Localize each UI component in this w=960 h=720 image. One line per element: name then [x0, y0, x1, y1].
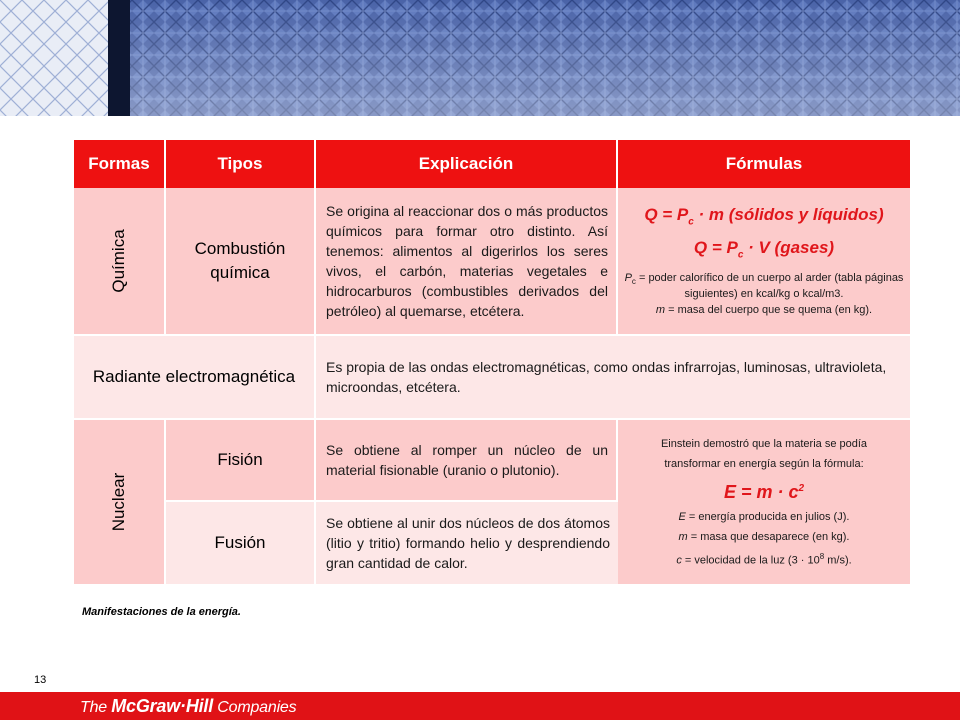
brand-logo — [80, 696, 296, 717]
header-formas: Formas — [74, 140, 166, 188]
table-header-row — [74, 140, 910, 188]
note-velocidad-luz: c = velocidad de la luz ($3 \cdot 10^8$ m/s). — [676, 551, 852, 567]
formula-solidos-liquidos: $Q = P_c \cdot m$ (sólidos y líquidos) — [644, 204, 884, 227]
formula-gases: $Q = P_c \cdot V$ (gases) — [693, 237, 835, 261]
brand-suffix: Companies — [213, 699, 297, 716]
note-masa-cuerpo: m = masa del cuerpo que se quema (en kg). — [655, 304, 873, 317]
cell-forma-nuclear — [74, 420, 166, 586]
forma-nuclear-label: Nuclear — [109, 472, 128, 532]
explicacion-radiante-text: Es propia de las ondas electromagnéticas, como ondas infrarrojas, luminosas, ultravioleta, microondas, etcétera. — [326, 359, 887, 395]
cell-formula-quimica — [618, 188, 910, 336]
header-explicacion: Explicación — [316, 140, 618, 188]
cell-tipo-combustion — [166, 188, 316, 336]
header-banner — [0, 0, 960, 116]
cell-explicacion-radiante — [316, 336, 910, 420]
tipo-combustion-line1: Combustión — [194, 239, 286, 258]
header-pattern — [0, 0, 960, 116]
brand-name: McGraw·Hill — [111, 696, 214, 716]
cell-forma-quimica — [74, 188, 166, 336]
footer-bar — [0, 692, 960, 720]
table-row-radiante — [74, 336, 910, 420]
note-poder-calorifico: $P_c$ = poder calorífico de un cuerpo al arder (tabla páginas siguientes) en kcal/kg o kcal/m3. — [624, 272, 904, 301]
tipo-combustion-line2: química — [210, 263, 270, 282]
einstein-intro-line1: Einstein demostró que la materia se podía — [660, 437, 868, 450]
tipo-fision-label: Fisión — [217, 450, 263, 469]
table-row-fision — [74, 420, 910, 502]
cell-tipo-fision — [166, 420, 316, 502]
cell-explicacion-fusion — [316, 502, 618, 586]
page-number: 13 — [34, 674, 47, 686]
header-formulas: Fórmulas — [618, 140, 910, 188]
energy-forms-table — [74, 140, 910, 586]
tipo-fusion-label: Fusión — [214, 533, 266, 552]
note-masa: m = masa que desaparece (en kg). — [678, 530, 850, 543]
table-caption: Manifestaciones de la energía. — [82, 606, 241, 618]
einstein-intro-line2: transformar en energía según la fórmula: — [664, 457, 864, 470]
header-tipos: Tipos — [166, 140, 316, 188]
cell-forma-radiante — [74, 336, 316, 420]
note-energia: E = energía producida en julios (J). — [678, 510, 850, 523]
forma-radiante-label: Radiante electromagnética — [92, 367, 296, 386]
explicacion-fusion-text: Se obtiene al unir dos núcleos de dos átomos (litio y tritio) formando helio y desprendiendo gran cantidad de calor. — [326, 515, 610, 571]
table-row-quimica — [74, 188, 910, 336]
cell-tipo-fusion — [166, 502, 316, 586]
brand-prefix: The — [80, 699, 112, 716]
cell-explicacion-fision — [316, 420, 618, 502]
explicacion-fision-text: Se obtiene al romper un núcleo de un material fisionable (uranio o plutonio). — [326, 442, 608, 478]
formula-einstein: $E = m \cdot c^2$ — [723, 481, 805, 502]
forma-quimica-label: Química — [109, 229, 128, 293]
cell-formula-nuclear — [618, 420, 910, 586]
cell-explicacion-quimica — [316, 188, 618, 336]
explicacion-quimica-text: Se origina al reaccionar dos o más productos químicos para formar otro distinto. Así tenemos: alimentos al digerirlos los seres vivos, el carbón, materias vegetales e hidrocarburos (combustibles derivados del petróleo) al quemarse, etcétera. — [326, 203, 608, 319]
